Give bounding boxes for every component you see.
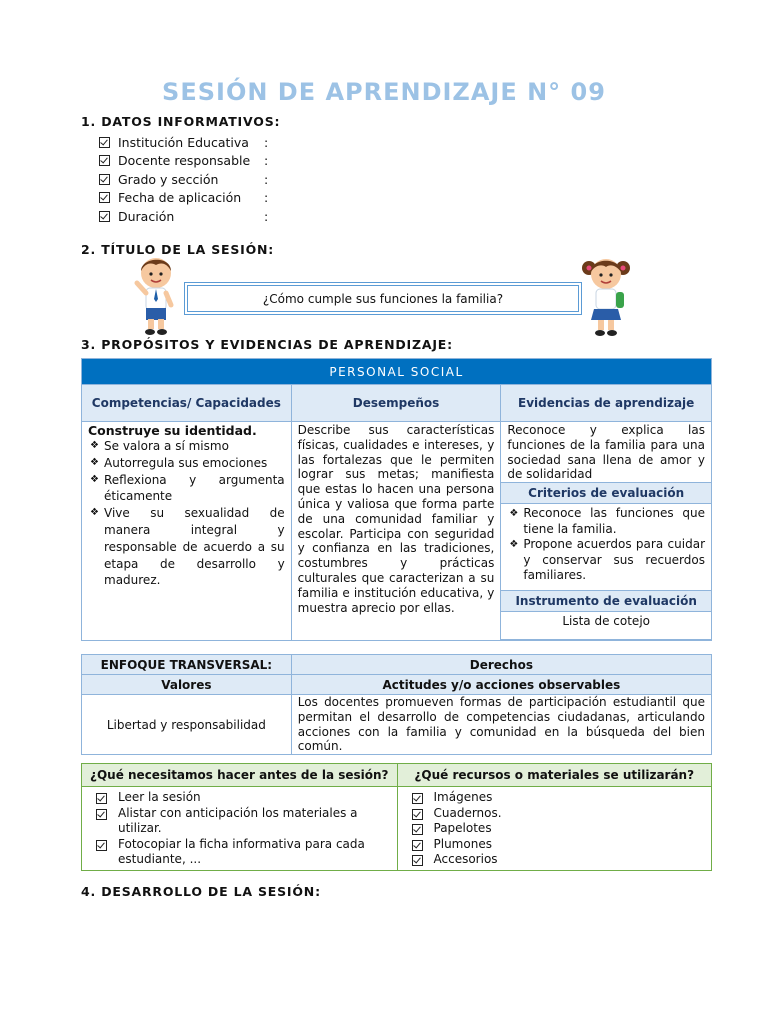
checkbox-icon — [412, 840, 423, 851]
datos-label: Institución Educativa — [118, 134, 249, 150]
recurso-text: Cuadernos. — [433, 805, 502, 820]
recurso-item — [412, 821, 712, 837]
antes-header: ¿Qué necesitamos hacer antes de la sesión? — [82, 764, 398, 787]
antes-item — [96, 837, 397, 868]
datos-item — [99, 152, 268, 171]
datos-item — [99, 189, 268, 208]
capacidad-item: ❖ Reflexiona y argumenta éticamente — [88, 472, 285, 506]
valores-header: Valores — [82, 675, 292, 695]
page-title: SESIÓN DE APRENDIZAJE N° 09 — [162, 78, 606, 106]
datos-label: Grado y sección — [118, 171, 219, 187]
criterio-item: ❖ Propone acuerdos para cuidar y conservar sus recuerdos familiares. — [507, 537, 705, 584]
capacidad-item: ❖ Vive su sexualidad de manera integral y responsable de acuerdo a su etapa de desarrollo y madurez. — [88, 505, 285, 589]
antes-text: Fotocopiar la ficha informativa para cada estudiante, ... — [118, 836, 365, 867]
antes-list — [82, 787, 397, 868]
actitud-cell: Los docentes promueven formas de participación estudiantil que permitan el desarrollo de competencias ciudadanas, articulando acciones con la familia y comunidad en la búsqueda del bien común. — [291, 695, 711, 755]
boy-student-icon — [133, 253, 179, 337]
datos-separator: : — [264, 171, 269, 187]
datos-item — [99, 133, 268, 152]
antes-item — [96, 790, 397, 806]
recursos-cell — [397, 787, 712, 871]
checkbox-icon — [99, 155, 110, 166]
criterios-list — [507, 506, 705, 584]
capacidades-list — [88, 438, 285, 589]
antes-text: Leer la sesión — [118, 790, 201, 804]
section-heading-datos: 1. DATOS INFORMATIVOS: — [81, 114, 281, 129]
actitudes-header: Actitudes y/o acciones observables — [291, 675, 711, 695]
recurso-text: Plumones — [433, 836, 492, 851]
valor-cell: Libertad y responsabilidad — [82, 695, 292, 755]
header-evidencias: Evidencias de aprendizaje — [501, 385, 712, 422]
competencias-cell — [82, 422, 292, 641]
recursos-list — [398, 787, 712, 868]
preparacion-table — [81, 763, 712, 871]
datos-label: Fecha de aplicación — [118, 190, 242, 206]
datos-separator: : — [264, 134, 269, 150]
recurso-item — [412, 837, 712, 853]
section-heading-propositos: 3. PROPÓSITOS Y EVIDENCIAS DE APRENDIZAJE: — [81, 337, 453, 352]
competencia-name: Construye su identidad. — [88, 423, 257, 438]
propositos-table — [81, 358, 712, 641]
recurso-text: Imágenes — [433, 790, 493, 804]
recurso-item — [412, 852, 712, 868]
recurso-text: Papelotes — [433, 821, 492, 836]
desempeno-cell: Describe sus características físicas, cualidades e intereses, y las fortalezas que le permiten lograr sus metas; manifiesta que estas lo hacen una persona única y valiosa que forma parte de una comunidad familiar y escolar. Participa con seguridad y confianza en las tradiciones, costumbres y prácticas culturales que caracterizan a su familia e institución educativa, y muestra aprecio por ellas. — [291, 422, 501, 641]
girl-student-icon — [580, 254, 632, 338]
checkbox-icon — [96, 809, 107, 820]
enfoque-nombre: Derechos — [291, 655, 711, 675]
checkbox-icon — [412, 793, 423, 804]
checkbox-icon — [412, 824, 423, 835]
checkbox-icon — [412, 855, 423, 866]
instrumento-header: Instrumento de evaluación — [501, 591, 712, 612]
datos-separator: : — [264, 208, 269, 224]
capacidad-item: ❖ Autorregula sus emociones — [88, 455, 285, 472]
datos-item — [99, 170, 268, 189]
recursos-header: ¿Qué recursos o materiales se utilizarán? — [397, 764, 712, 787]
antes-cell — [82, 787, 398, 871]
checkbox-icon — [99, 192, 110, 203]
checkbox-icon — [96, 840, 107, 851]
checkbox-icon — [96, 793, 107, 804]
datos-label: Duración — [118, 208, 175, 224]
enfoque-label: ENFOQUE TRANSVERSAL: — [82, 655, 292, 675]
recurso-item — [412, 806, 712, 822]
criterios-cell — [501, 504, 712, 591]
datos-separator: : — [264, 190, 269, 206]
criterios-header: Criterios de evaluación — [501, 483, 712, 504]
antes-item — [96, 806, 397, 837]
header-desempenos: Desempeños — [291, 385, 501, 422]
datos-separator: : — [264, 153, 269, 169]
checkbox-icon — [99, 137, 110, 148]
session-title: ¿Cómo cumple sus funciones la familia? — [187, 285, 579, 312]
checkbox-icon — [412, 809, 423, 820]
datos-list — [99, 133, 268, 226]
datos-label: Docente responsable — [118, 153, 251, 169]
instrumento-value: Lista de cotejo — [501, 612, 712, 640]
section-heading-desarrollo: 4. DESARROLLO DE LA SESIÓN: — [81, 884, 321, 899]
enfoque-table — [81, 654, 712, 755]
section-heading-titulo: 2. TÍTULO DE LA SESIÓN: — [81, 242, 275, 257]
evidencia-cell: Reconoce y explica las funciones de la familia para una sociedad sana llena de amor y de solidaridad — [501, 422, 712, 483]
recurso-item — [412, 790, 712, 806]
checkbox-icon — [99, 174, 110, 185]
datos-item — [99, 207, 268, 226]
area-header: PERSONAL SOCIAL — [82, 359, 712, 385]
antes-text: Alistar con anticipación los materiales a utilizar. — [118, 805, 358, 836]
recurso-text: Accesorios — [433, 852, 498, 867]
session-title-box — [184, 282, 582, 315]
criterio-item: ❖ Reconoce las funciones que tiene la familia. — [507, 506, 705, 537]
capacidad-item: ❖ Se valora a sí mismo — [88, 438, 285, 455]
header-competencias: Competencias/ Capacidades — [82, 385, 292, 422]
checkbox-icon — [99, 211, 110, 222]
